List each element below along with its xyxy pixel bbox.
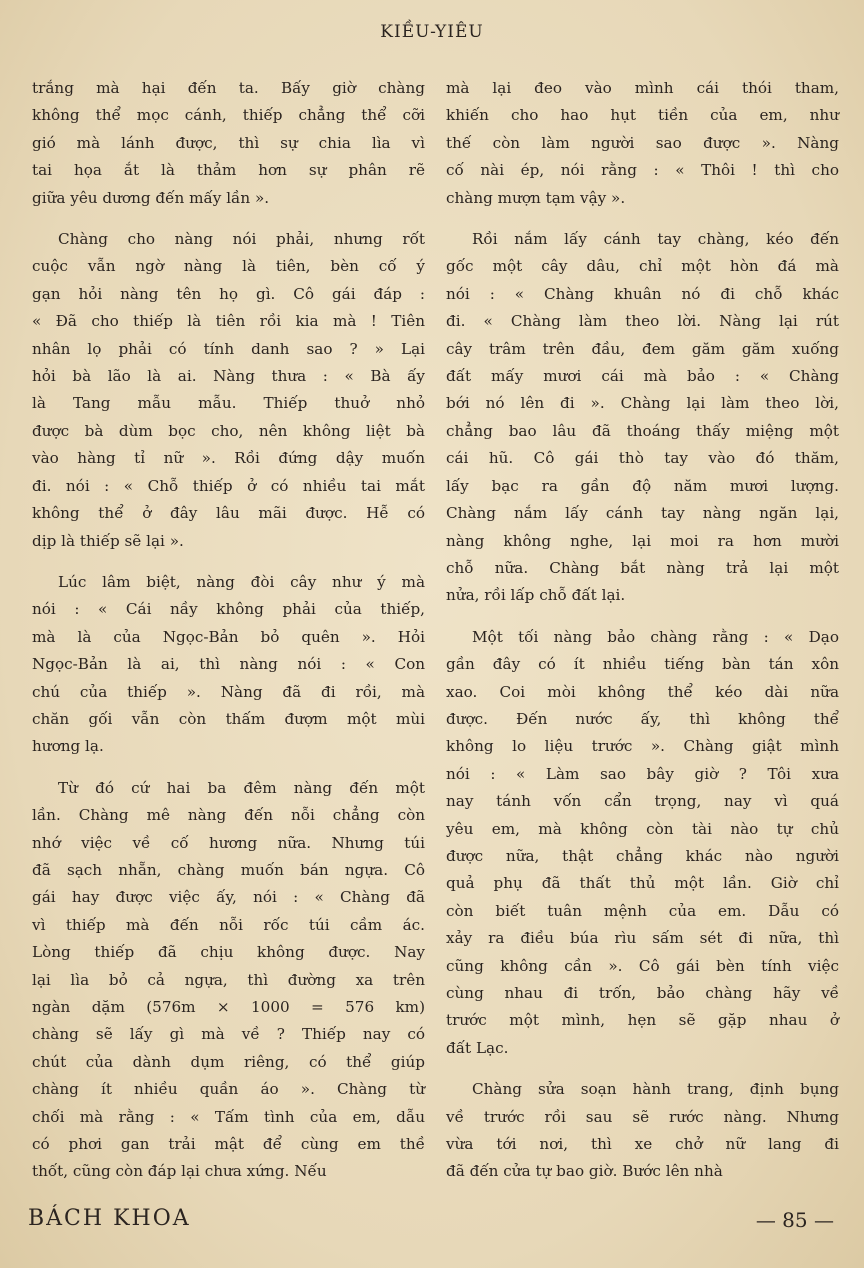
text-line: gạn hỏi nàng tên họ gì. Cô gái đáp : (32, 284, 425, 303)
text-line: Chàng sửa soạn hành trang, định bụng (472, 1080, 839, 1099)
text-line: nói : « Cái nầy không phải của thiếp, (32, 600, 425, 619)
text-line: chàng sẽ lấy gì mà về ? Thiếp nay có (32, 1025, 425, 1044)
paragraph (32, 226, 425, 555)
text-line: vì thiếp mà đến nỗi rốc túi cầm ác. (32, 915, 425, 934)
text-line: gốc một cây dâu, chỉ một hòn đá mà (446, 257, 839, 276)
text-line: vào hàng tỉ nữ ». Rồi đứng dậy muốn (32, 449, 425, 468)
text-line: không lo liệu trước ». Chàng giật mình (446, 737, 839, 756)
text-line: trước một mình, hẹn sẽ gặp nhau ở (446, 1011, 839, 1030)
text-line: cố nài ép, nói rằng : « Thôi ! thì cho (446, 161, 839, 180)
text-line: Ngọc-Bản là ai, thì nàng nói : « Con (32, 655, 425, 674)
text-line: nói : « Chàng khuân nó đi chỗ khác (446, 284, 839, 303)
right-column (446, 75, 839, 1200)
text-line: được nữa, thật chẳng khác nào người (446, 846, 839, 865)
paragraph (32, 75, 425, 212)
text-line: chàng mượn tạm vậy ». (446, 188, 626, 207)
text-line: khiến cho hao hụt tiền của em, như (446, 106, 839, 125)
text-line: Một tối nàng bảo chàng rằng : « Dạo (472, 627, 839, 646)
text-line: đi. nói : « Chỗ thiếp ở có nhiều tai mắt (32, 476, 425, 495)
text-line: cũng không cần ». Cô gái bèn tính việc (446, 956, 839, 975)
text-line: là Tang mẫu mẫu. Thiếp thuở nhỏ (32, 394, 425, 413)
text-line: hương lạ. (32, 737, 104, 756)
text-line: được. Đến nước ấy, thì không thể (446, 709, 839, 728)
text-line: Chàng cho nàng nói phải, nhưng rốt (58, 230, 425, 249)
text-line: chỗ nữa. Chàng bắt nàng trả lại một (446, 558, 839, 577)
text-line: nay tánh vốn cẩn trọng, nay vì quá (446, 792, 839, 811)
text-line: nhớ việc về cố hương nữa. Nhưng túi (32, 833, 425, 852)
left-column (32, 75, 425, 1200)
text-line: lấy bạc ra gần độ năm mươi lượng. (446, 476, 839, 495)
text-line: thế còn làm người sao được ». Nàng (446, 133, 839, 152)
paragraph (32, 775, 425, 1186)
paragraph (446, 624, 839, 1063)
text-line: lại lìa bỏ cả ngựa, thì đường xa trên (32, 970, 425, 989)
page-number: — 85 — (755, 1208, 834, 1232)
text-line: cuộc vẫn ngờ nàng là tiên, bèn cố ý (32, 257, 425, 276)
text-line: Chàng nắm lấy cánh tay nàng ngăn lại, (446, 504, 839, 523)
text-line: Lòng thiếp đã chịu không được. Nay (32, 943, 425, 962)
text-line: cái hũ. Cô gái thò tay vào đó thăm, (446, 449, 839, 468)
text-line: lần. Chàng mê nàng đến nỗi chẳng còn (32, 806, 425, 825)
text-line: còn biết tuân mệnh của em. Dẫu có (446, 901, 839, 920)
text-line: chẳng bao lâu đã thoáng thấy miệng một (446, 421, 839, 440)
text-line: chàng ít nhiều quần áo ». Chàng từ (32, 1080, 425, 1099)
text-line: chối mà rằng : « Tấm tình của em, dẫu (32, 1107, 425, 1126)
paragraph (446, 1076, 839, 1186)
text-line: nửa, rồi lấp chỗ đất lại. (446, 586, 626, 605)
text-line: gái hay được việc ấy, nói : « Chàng đã (32, 888, 425, 907)
text-line: xao. Coi mòi không thể kéo dài nữa (446, 682, 839, 701)
text-line: Từ đó cứ hai ba đêm nàng đến một (58, 778, 425, 797)
text-line: xảy ra điều búa rìu sấm sét đi nữa, thì (446, 929, 839, 948)
text-line: nàng không nghe, lại moi ra hơn mười (446, 531, 839, 550)
text-line: Rồi nắm lấy cánh tay chàng, kéo đến (472, 230, 839, 249)
magazine-name: BÁCH KHOA (28, 1206, 191, 1231)
paragraph (32, 569, 425, 761)
text-line: vừa tới nơi, thì xe chở nữ lang đi (446, 1135, 839, 1154)
text-line: nói : « Làm sao bây giờ ? Tôi xưa (446, 764, 839, 783)
text-line: gió mà lánh được, thì sự chia lìa vì (32, 133, 425, 152)
text-line: có phơi gan trải mật để cùng em thề (32, 1135, 425, 1154)
text-line: đất mấy mươi cái mà bảo : « Chàng (446, 367, 839, 386)
text-line: chăn gối vẫn còn thấm đượm một mùi (32, 709, 425, 728)
text-line: quả phụ đã thất thủ một lần. Giờ chỉ (446, 874, 839, 893)
paragraph (446, 226, 839, 610)
text-line: nhân lọ phải có tính danh sao ? » Lại (32, 339, 425, 358)
text-line: thốt, cũng còn đáp lại chưa xứng. Nếu (32, 1162, 327, 1181)
text-line: đã đến cửa tự bao giờ. Bước lên nhà (446, 1162, 723, 1181)
text-line: dịp là thiếp sẽ lại ». (32, 531, 184, 550)
text-line: đất Lạc. (446, 1038, 509, 1057)
text-line: Lúc lâm biệt, nàng đòi cây như ý mà (58, 572, 425, 591)
text-line: chút của dành dụm riêng, có thể giúp (32, 1052, 425, 1071)
text-line: bới nó lên đi ». Chàng lại làm theo lời, (446, 394, 839, 413)
text-line: ngàn dặm (576m × 1000 = 576 km) (32, 998, 425, 1016)
text-line: đi. « Chàng làm theo lời. Nàng lại rút (446, 312, 839, 331)
text-line: về trước rồi sau sẽ rước nàng. Nhưng (446, 1107, 839, 1126)
text-line: mà là của Ngọc-Bản bỏ quên ». Hỏi (32, 627, 425, 646)
text-line: không thể mọc cánh, thiếp chẳng thể cỡi (32, 106, 425, 125)
text-line: mà lại đeo vào mình cái thói tham, (446, 79, 839, 97)
text-line: cùng nhau đi trốn, bảo chàng hãy về (446, 984, 839, 1002)
running-title: KIỀU-YIÊU (380, 22, 484, 42)
text-line: tai họa ắt là thảm hơn sự phân rẽ (32, 161, 425, 180)
text-line: được bà dùm bọc cho, nên không liệt bà (32, 421, 425, 440)
text-line: « Đã cho thiếp là tiên rồi kia mà ! Tiên (32, 312, 425, 331)
text-line: giữa yêu dương đến mấy lần ». (32, 188, 270, 207)
text-line: không thể ở đây lâu mãi được. Hễ có (32, 504, 425, 523)
text-line: gần đây có ít nhiều tiếng bàn tán xôn (446, 655, 839, 674)
text-line: cây trâm trên đầu, đem găm găm xuống (446, 339, 839, 358)
text-line: hỏi bà lão là ai. Nàng thưa : « Bà ấy (32, 367, 425, 386)
paragraph (446, 75, 839, 212)
text-line: trắng mà hại đến ta. Bấy giờ chàng (32, 79, 425, 97)
text-line: yêu em, mà không còn tài nào tự chủ (446, 819, 839, 838)
page-footer (0, 1206, 864, 1238)
text-line: đã sạch nhẵn, chàng muốn bán ngựa. Cô (32, 860, 425, 879)
text-line: chú của thiếp ». Nàng đã đi rồi, mà (32, 682, 425, 701)
